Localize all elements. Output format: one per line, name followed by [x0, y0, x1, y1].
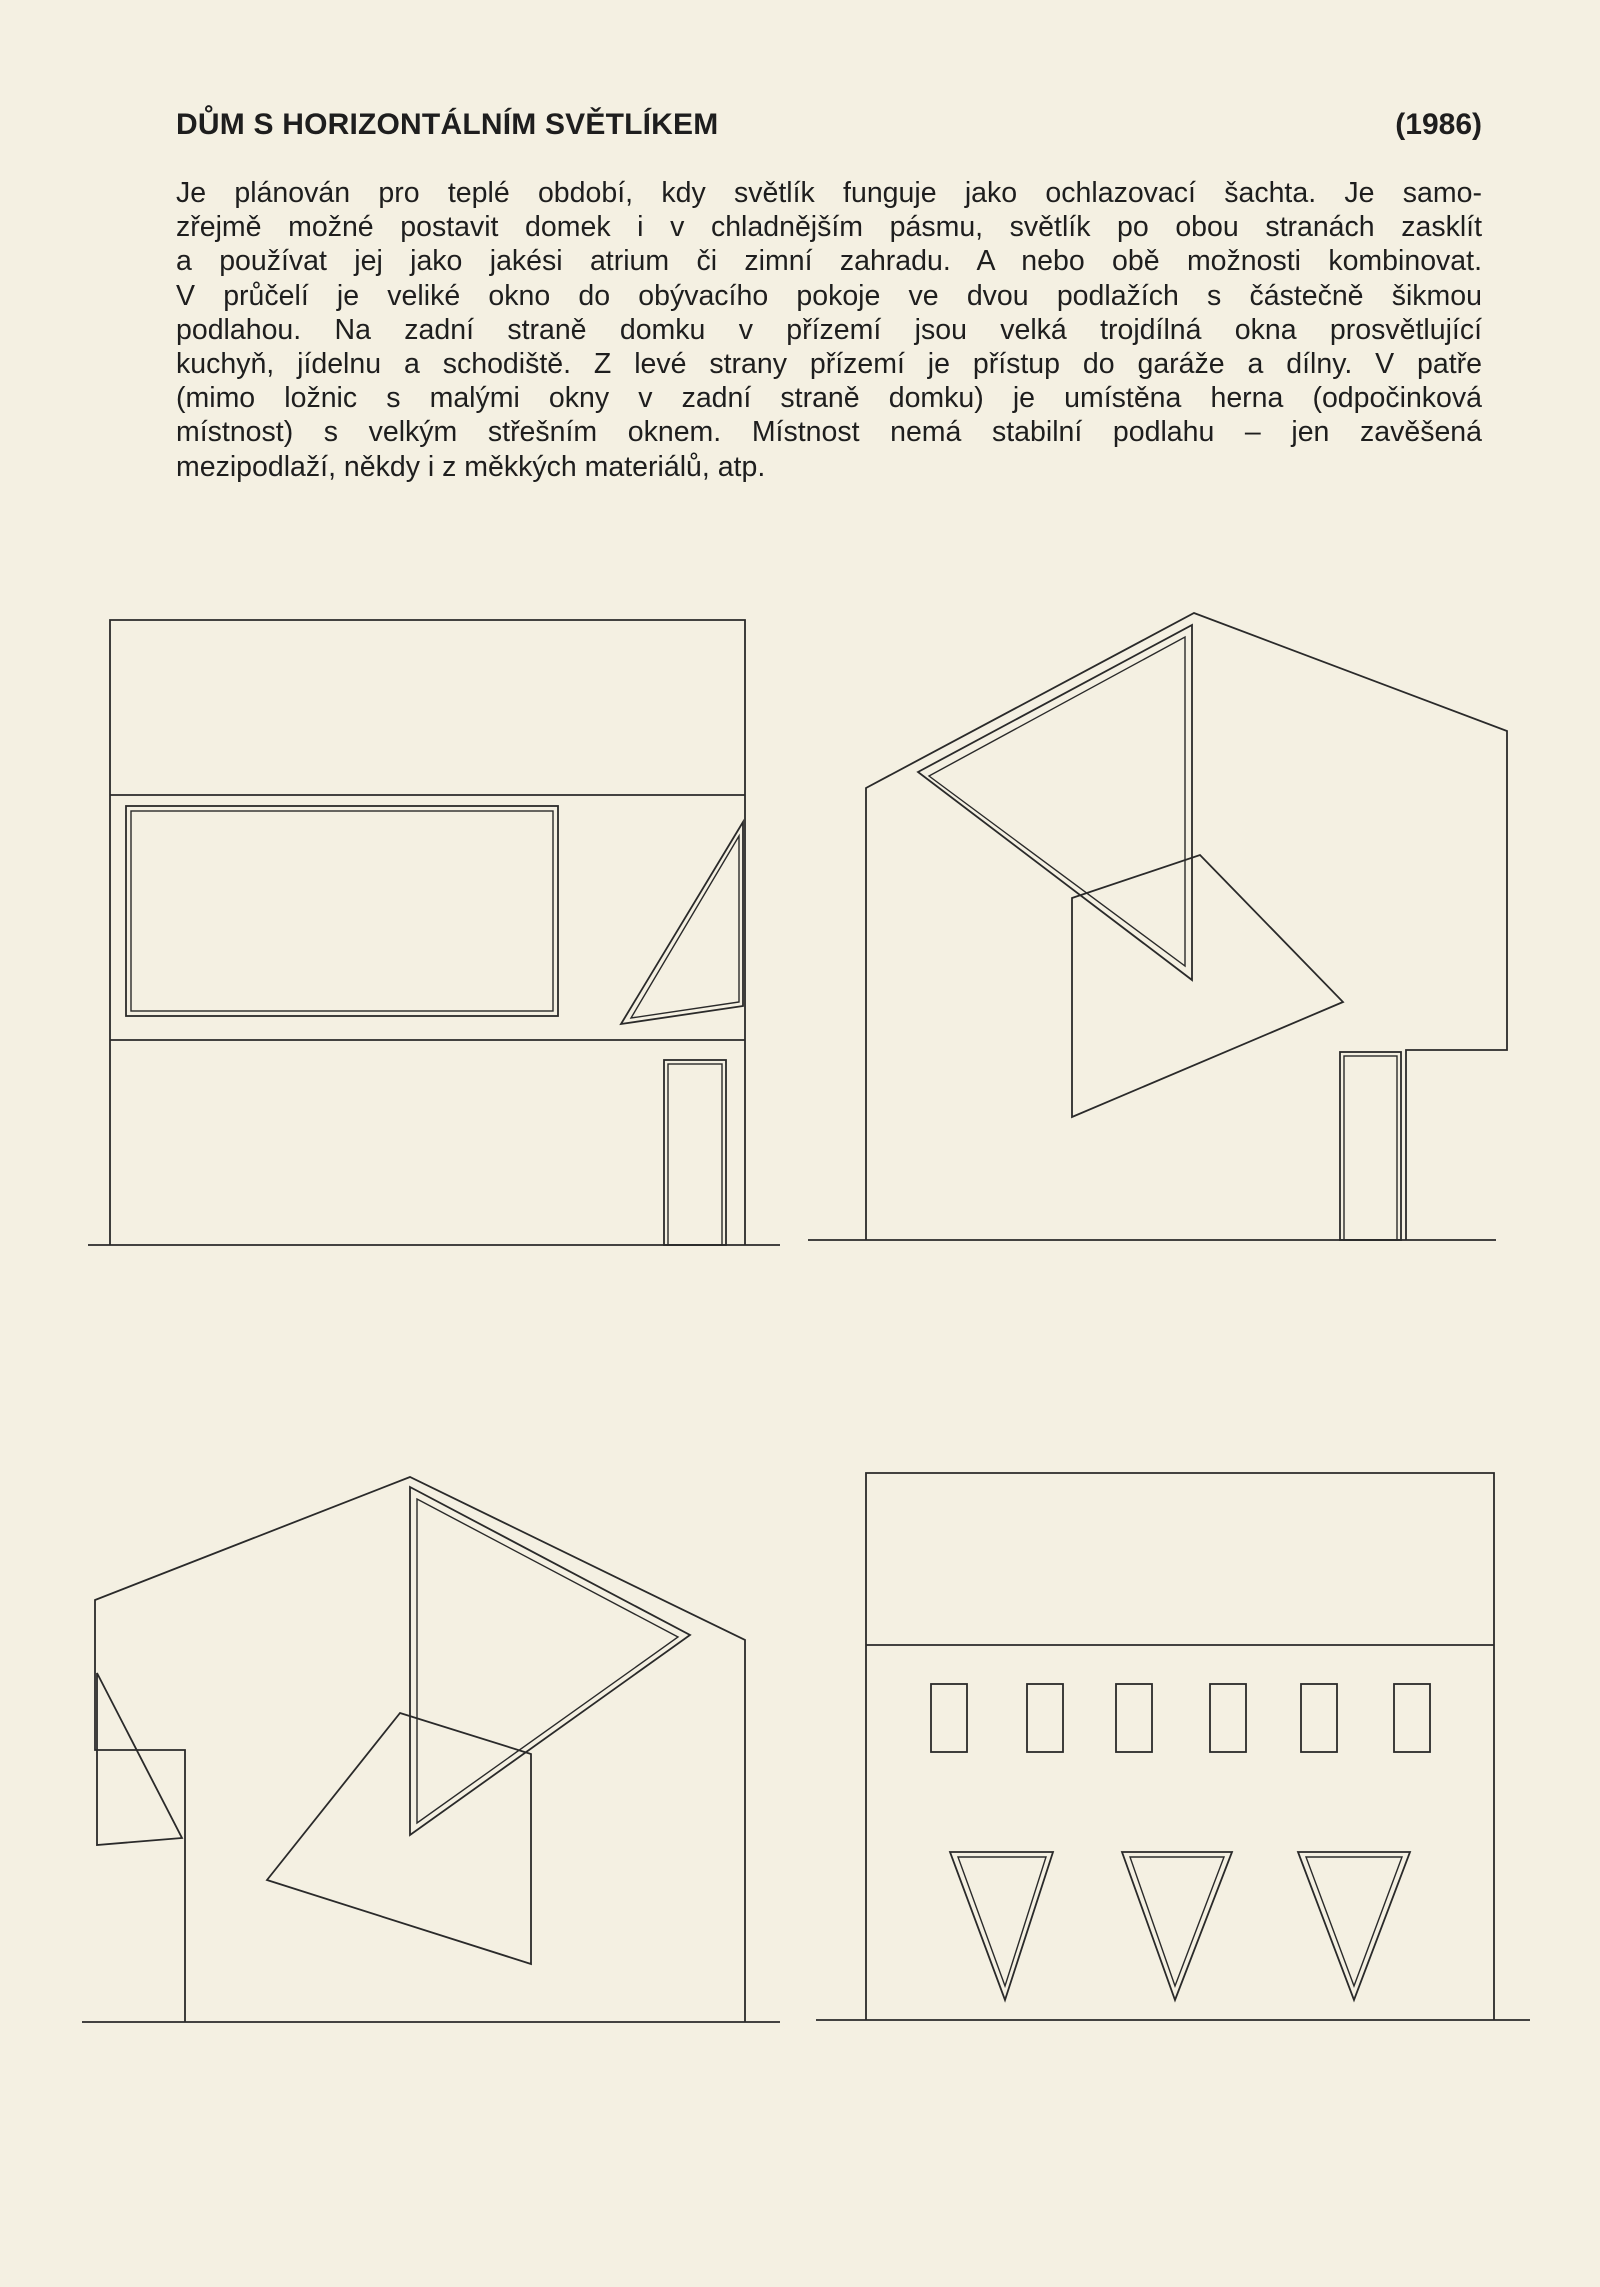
- triangle-skylight: [918, 625, 1192, 980]
- small-window: [1116, 1684, 1152, 1752]
- description-line: kuchyň, jídelnu a schodiště. Z levé strany přízemí je přístup do garáže a dílny. V patře: [176, 348, 1482, 381]
- door-inner: [1344, 1056, 1397, 1240]
- door: [664, 1060, 726, 1245]
- triangle-window: [1298, 1852, 1410, 2000]
- small-window: [1394, 1684, 1430, 1752]
- triangle-window: [1122, 1852, 1232, 2000]
- house-outline: [866, 613, 1507, 1240]
- description-line: (mimo ložnic s malými okny v zadní straně domku) je umístěna herna (odpočinková: [176, 382, 1482, 415]
- triangle-skylight-inner: [631, 836, 739, 1018]
- description-line: Je plánován pro teplé období, kdy světlík funguje jako ochlazovací šachta. Je samo-: [176, 177, 1482, 209]
- house-outline: [110, 620, 745, 1245]
- elevation-side-left: [82, 1477, 780, 2022]
- page-title: DŮM S HORIZONTÁLNÍM SVĚTLÍKEM: [176, 108, 719, 141]
- small-window: [931, 1684, 967, 1752]
- house-outline: [866, 1473, 1494, 2020]
- small-window: [1210, 1684, 1246, 1752]
- description-line: V průčelí je veliké okno do obývacího pokoje ve dvou podlažích s částečně šikmou: [176, 279, 1482, 312]
- rotated-square-window: [1072, 855, 1343, 1117]
- elevation-back: [816, 1473, 1530, 2020]
- triangle-skylight: [410, 1487, 690, 1835]
- rotated-square-window: [267, 1713, 531, 1964]
- house-outline: [95, 1477, 745, 2022]
- description-line: a používat jej jako jakési atrium či zimní zahradu. A nebo obě možnosti kombinovat.: [176, 245, 1482, 278]
- large-window-inner: [131, 811, 553, 1011]
- triangle-window-inner: [958, 1857, 1046, 1986]
- description-line: zřejmě možné postavit domek i v chladnějším pásmu, světlík po obou stranách zasklít: [176, 211, 1482, 244]
- door: [1340, 1052, 1401, 1240]
- large-window: [126, 806, 558, 1016]
- triangle-window-inner: [1130, 1857, 1224, 1986]
- elevation-front: [88, 620, 780, 1245]
- triangle-side-window: [97, 1673, 182, 1845]
- triangle-skylight: [621, 822, 743, 1024]
- description-line: mezipodlaží, někdy i z měkkých materiálů, atp.: [176, 450, 766, 483]
- door-inner: [668, 1064, 722, 1245]
- small-window: [1301, 1684, 1337, 1752]
- triangle-window-inner: [1306, 1857, 1402, 1986]
- description-line: podlahou. Na zadní straně domku v přízemí jsou velká trojdílná okna prosvětlující: [176, 313, 1482, 346]
- description-line: místnost) s velkým střešním oknem. Místnost nemá stabilní podlahu – jen zavěšená: [176, 416, 1482, 449]
- elevation-side-right: [808, 613, 1507, 1240]
- small-window: [1027, 1684, 1063, 1752]
- year-label: (1986): [1395, 108, 1482, 141]
- triangle-skylight-inner: [417, 1499, 678, 1823]
